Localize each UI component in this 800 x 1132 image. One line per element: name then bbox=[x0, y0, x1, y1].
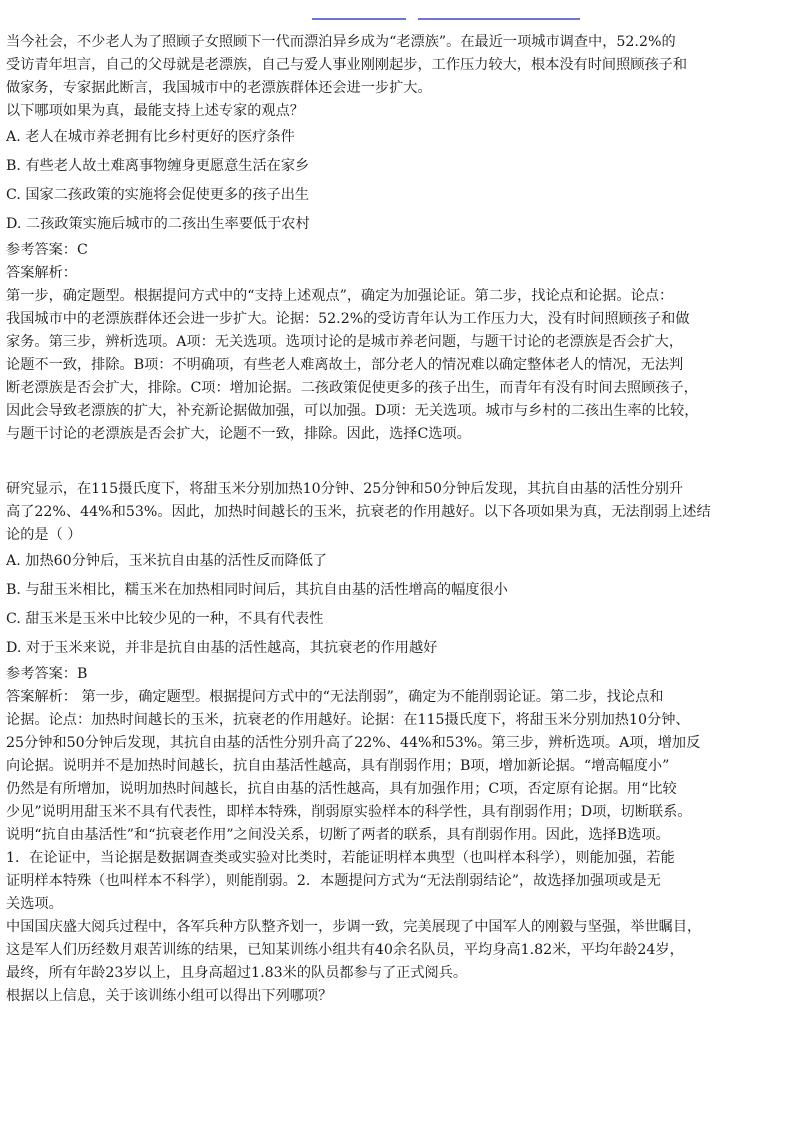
question-2-analysis-line: 仍然是有所增加，说明加热时间越长，抗自由基的活性越高，具有加强作用；C项，否定原有论据。用“比较 bbox=[6, 781, 677, 797]
question-1-analysis-line: 与题干讨论的老漂族是否会扩大，论题不一致，排除。因此，选择C选项。 bbox=[6, 426, 471, 442]
question-2-analysis-line: 向论据。说明并不是加热时间越长，抗自由基活性越高，具有削弱作用；B项，增加新论据。“增高幅度小” bbox=[6, 758, 670, 774]
question-2-option-b: B. 与甜玉米相比，糯玉米在加热相同时间后，其抗自由基的活性增高的幅度很小 bbox=[6, 582, 508, 598]
question-1-option-a: A. 老人在城市养老拥有比乡村更好的医疗条件 bbox=[6, 129, 295, 145]
document-body bbox=[6, 31, 794, 1008]
question-1-analysis-line: 因此会导致老漂族的扩大，补充新论据做加强，可以加强。D项：无关选项。城市与乡村的二孩出生率的比较， bbox=[6, 403, 699, 419]
question-2 bbox=[6, 478, 794, 916]
question-1 bbox=[6, 31, 794, 446]
question-2-stem-line: 研究显示，在115摄氏度下，将甜玉米分别加热10分钟、25分钟和50分钟后发现，其抗自由基的活性分别升 bbox=[6, 481, 684, 497]
question-2-analysis-line: 说明“抗自由基活性”和“抗衰老作用”之间没关系，切断了两者的联系，具有削弱作用。因此，选择B选项。 bbox=[6, 827, 670, 843]
question-1-prompt: 以下哪项如果为真，最能支持上述专家的观点？ bbox=[6, 103, 304, 119]
question-3-stem-line: 中国国庆盛大阅兵过程中，各军兵种方队整齐划一，步调一致，完美展现了中国军人的刚毅与坚强，举世瞩目， bbox=[6, 919, 702, 935]
top-decoration-line-left bbox=[312, 18, 406, 20]
question-2-option-c: C. 甜玉米是玉米中比较少见的一种，不具有代表性 bbox=[6, 611, 324, 627]
question-2-option-d: D. 对于玉米来说，并非是抗自由基的活性越高，其抗衰老的作用越好 bbox=[6, 640, 438, 656]
question-1-answer: 参考答案：C bbox=[6, 242, 88, 258]
question-3-stem-line: 最终，所有年龄23岁以上，且身高超过1.83米的队员都参与了正式阅兵。 bbox=[6, 965, 468, 981]
question-3-stem-line: 这是军人们历经数月艰苦训练的结果，已知某训练小组共有40余名队员，平均身高1.82米，平均年龄24岁， bbox=[6, 942, 684, 958]
question-2-option-a: A. 加热60分钟后，玉米抗自由基的活性反而降低了 bbox=[6, 553, 328, 569]
question-1-analysis-line: 我国城市中的老漂族群体还会进一步扩大。论据：52.2%的受访青年认为工作压力大，没有时间照顾孩子和做 bbox=[6, 311, 690, 327]
question-3 bbox=[6, 916, 794, 1008]
question-2-analysis-line: 答案解析： 第一步，确定题型。根据提问方式中的“无法削弱”，确定为不能削弱论证。第二步，找论点和 bbox=[6, 689, 664, 705]
question-1-option-c: C. 国家二孩政策的实施将会促使更多的孩子出生 bbox=[6, 187, 310, 203]
question-2-answer: 参考答案：B bbox=[6, 666, 88, 682]
question-1-stem-line: 受访青年坦言，自己的父母就是老漂族，自己与爱人事业刚刚起步，工作压力较大，根本没有时间照顾孩子和 bbox=[6, 57, 688, 73]
question-2-analysis-line: 25分钟和50分钟后发现，其抗自由基的活性分别升高了22%、44%和53%。第三步，辨析选项。A项，增加反 bbox=[6, 735, 701, 751]
question-1-analysis-label: 答案解析： bbox=[6, 265, 77, 281]
question-3-prompt: 根据以上信息，关于该训练小组可以得出下列哪项？ bbox=[6, 988, 333, 1004]
question-2-analysis-line: 1．在论证中，当论据是数据调查类或实验对比类时，若能证明样本典型（也叫样本科学），则能加强，若能 bbox=[6, 850, 675, 866]
question-2-analysis-line: 少见”说明用甜玉米不具有代表性，即样本特殊，削弱原实验样本的科学性，具有削弱作用；D项，切断联系。 bbox=[6, 804, 692, 820]
question-1-analysis-line: 断老漂族是否会扩大，排除。C项：增加论据。二孩政策促使更多的孩子出生，而青年有没有时间去照顾孩子， bbox=[6, 380, 698, 396]
question-2-stem-line: 高了22%、44%和53%。因此，加热时间越长的玉米，抗衰老的作用越好。以下各项如果为真，无法削弱上述结 bbox=[6, 504, 711, 520]
question-1-analysis-line: 第一步，确定题型。根据提问方式中的“支持上述观点”，确定为加强论证。第二步，找论点和论据。论点： bbox=[6, 288, 674, 304]
question-2-analysis-line: 论据。论点：加热时间越长的玉米，抗衰老的作用越好。论据：在115摄氏度下，将甜玉米分别加热10分钟、 bbox=[6, 712, 690, 728]
section-spacer bbox=[6, 446, 794, 478]
question-1-stem-line: 当今社会，不少老人为了照顾子女照顾下一代而漂泊异乡成为“老漂族”。在最近一项城市调查中，52.2%的 bbox=[6, 34, 676, 50]
question-2-analysis-line: 证明样本特殊（也叫样本不科学），则能削弱。2．本题提问方式为“无法削弱结论”，故选择加强项或是无 bbox=[6, 873, 661, 889]
top-decoration-line-right bbox=[418, 18, 580, 20]
question-1-analysis-line: 论题不一致，排除。B项：不明确项，有些老人难离故土，部分老人的情况难以确定整体老人的情况，无法判 bbox=[6, 357, 684, 373]
question-1-stem-line: 做家务，专家据此断言，我国城市中的老漂族群体还会进一步扩大。 bbox=[6, 80, 432, 96]
question-2-stem-line: 论的是（ ） bbox=[6, 527, 82, 543]
question-2-analysis-line: 关选项。 bbox=[6, 896, 63, 912]
question-1-analysis-line: 家务。第三步，辨析选项。A项：无关选项。选项讨论的是城市养老问题，与题干讨论的老漂族是否会扩大， bbox=[6, 334, 684, 350]
question-1-option-d: D. 二孩政策实施后城市的二孩出生率要低于农村 bbox=[6, 216, 310, 232]
question-1-option-b: B. 有些老人故土难离事物缠身更愿意生活在家乡 bbox=[6, 158, 310, 174]
